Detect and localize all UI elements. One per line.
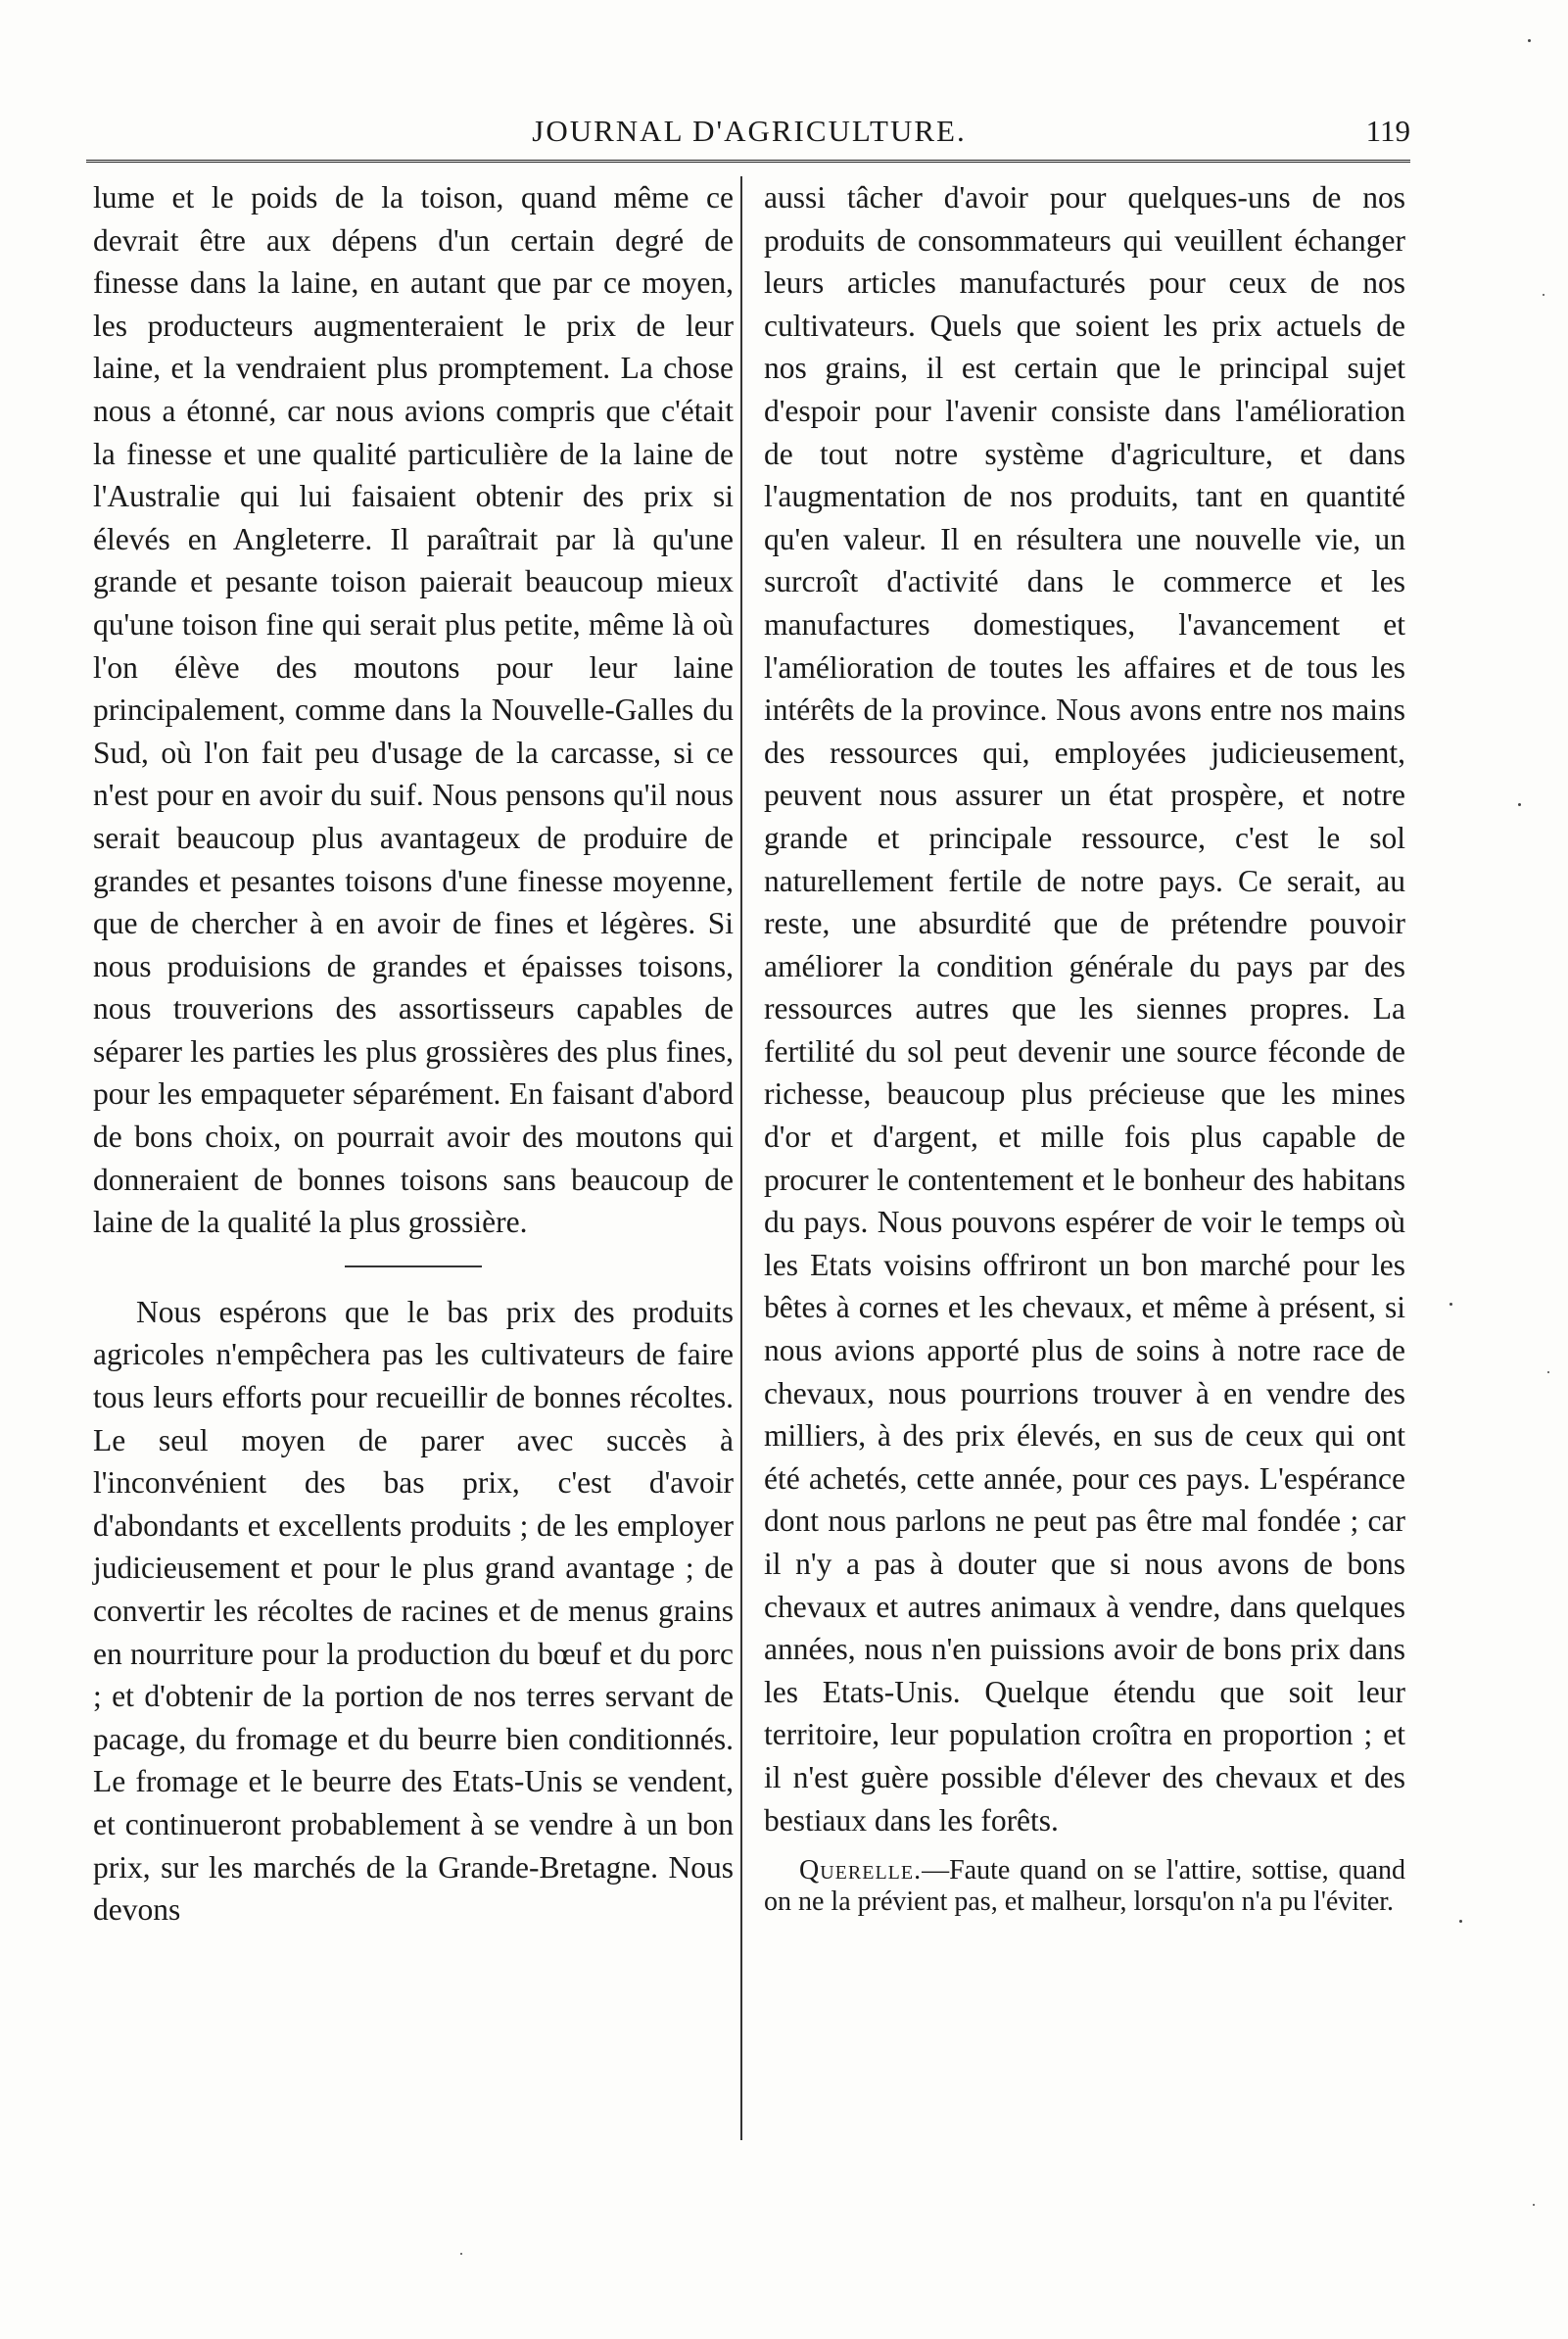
left-column bbox=[93, 176, 734, 1932]
scan-speck bbox=[1533, 2204, 1535, 2206]
scan-speck bbox=[460, 2253, 462, 2255]
querelle-label: Querelle. bbox=[799, 1855, 923, 1886]
querelle-text: —Faute quand on se l'attire, sottise, quand on ne la prévient pas, et malheur, lorsqu'on n'a pu l'éviter. bbox=[764, 1855, 1405, 1918]
scan-speck bbox=[1547, 1371, 1549, 1373]
querelle-maxim bbox=[764, 1855, 1405, 1918]
right-paragraph-agriculture: aussi tâcher d'avoir pour quelques-uns de nos produits de consommateurs qui veuillent échanger leurs articles manufacturés pour ceux de nos cultivateurs. Quels que soient les prix actuels de nos grains, il est certain que le principal sujet d'espoir pour l'avenir consiste dans l'amélioration de tout notre système d'agriculture, et dans l'augmentation de nos produits, tant en quantité qu'en valeur. Il en résultera une nouvelle vie, un surcroît d'activité dans le commerce et les manufactures domestiques, l'avancement et l'amélioration de toutes les affaires et de tous les intérêts de la province. Nous avons entre nos mains des ressources qui, employées judicieusement, peuvent nous assurer un état prospère, et notre grande et principale ressource, c'est le sol naturellement fertile de notre pays. Ce serait, au reste, une absurdité que de prétendre pouvoir améliorer la condition générale du pays par des ressources autres que les siennes propres. La fertilité du sol peut devenir une source féconde de richesse, beaucoup plus précieuse que les mines d'or et d'argent, et mille fois plus capable de procurer le contentement et le bonheur des habitans du pays. Nous pouvons espérer de voir le temps où les Etats voisins offriront un bon marché pour les bêtes à cornes et les chevaux, et même à présent, si nous avions apporté plus de soins à notre race de chevaux, nous pourrions trouver à en vendre des milliers, à des prix élevés, en sus de ceux qui ont été achetés, cette année, pour ces pays. L'espérance dont nous parlons ne peut pas être mal fondée ; car il n'y a pas à douter que si nous avons de bons chevaux et autres animaux à vendre, dans quelques années, nous n'en puissions avoir de bons prix dans les Etats-Unis. Quelque étendu que soit leur territoire, leur population croîtra en proportion ; et il n'est guère possible d'élever des chevaux et des bestiaux dans les forêts. bbox=[764, 180, 1405, 1838]
scan-speck bbox=[1449, 1303, 1452, 1306]
header-double-rule bbox=[86, 160, 1410, 163]
left-paragraph-prices: Nous espérons que le bas prix des produits agricoles n'empêchera pas les cultivateurs de faire tous leurs efforts pour recueillir de bonnes récoltes. Le seul moyen de parer avec succès à l'inconvénient des bas prix, c'est d'avoir d'abondants et excellents produits ; de les employer judicieusement et pour le plus grand avantage ; de convertir les récoltes de racines et de menus grains en nourriture pour la production du bœuf et du porc ; et d'obtenir de la portion de nos terres servant de pacage, du fromage et du beurre bien conditionnés. Le fromage et le beurre des Etats-Unis se vendent, et continueront probablement à se vendre à un bon prix, sur les marchés de la Grande-Bretagne. Nous devons bbox=[93, 1294, 734, 1928]
journal-title: JOURNAL D'AGRICULTURE. bbox=[532, 114, 967, 148]
scan-speck bbox=[1528, 39, 1531, 42]
running-head bbox=[88, 114, 1410, 153]
page-number: 119 bbox=[1365, 114, 1410, 148]
left-paragraph-wool: lume et le poids de la toison, quand même ce devrait être aux dépens d'un certain degré de finesse dans la laine, en autant que par ce moyen, les producteurs augmenteraient le prix de leur laine, et la vendraient plus promptement. La chose nous a étonné, car nous avions compris que c'était la finesse et une qualité particulière de la laine de l'Australie qui lui faisaient obtenir des prix si élevés en Angleterre. Il paraîtrait par là qu'une grande et pesante toison paierait beaucoup mieux qu'une toison fine qui serait plus petite, même là où l'on élève des moutons pour leur laine principalement, comme dans la Nouvelle-Galles du Sud, où l'on fait peu d'usage de la carcasse, si ce n'est pour en avoir du suif. Nous pensons qu'il nous serait beaucoup plus avantageux de produire de grandes et pesantes toisons d'une finesse moyenne, que de chercher à en avoir de fines et légères. Si nous produisions de grandes et épaisses toisons, nous trouverions des assortisseurs capables de séparer les parties les plus grossières des plus fines, pour les empaqueter séparément. En faisant d'abord de bons choix, on pourrait avoir des moutons qui donneraient de bonnes toisons sans beaucoup de laine de la qualité la plus grossière. bbox=[93, 180, 734, 1240]
section-divider bbox=[345, 1265, 482, 1267]
scan-speck bbox=[1459, 1920, 1462, 1923]
scan-speck bbox=[1543, 294, 1544, 296]
right-column bbox=[764, 176, 1405, 1918]
scan-speck bbox=[1518, 803, 1521, 806]
column-divider bbox=[740, 176, 742, 2140]
